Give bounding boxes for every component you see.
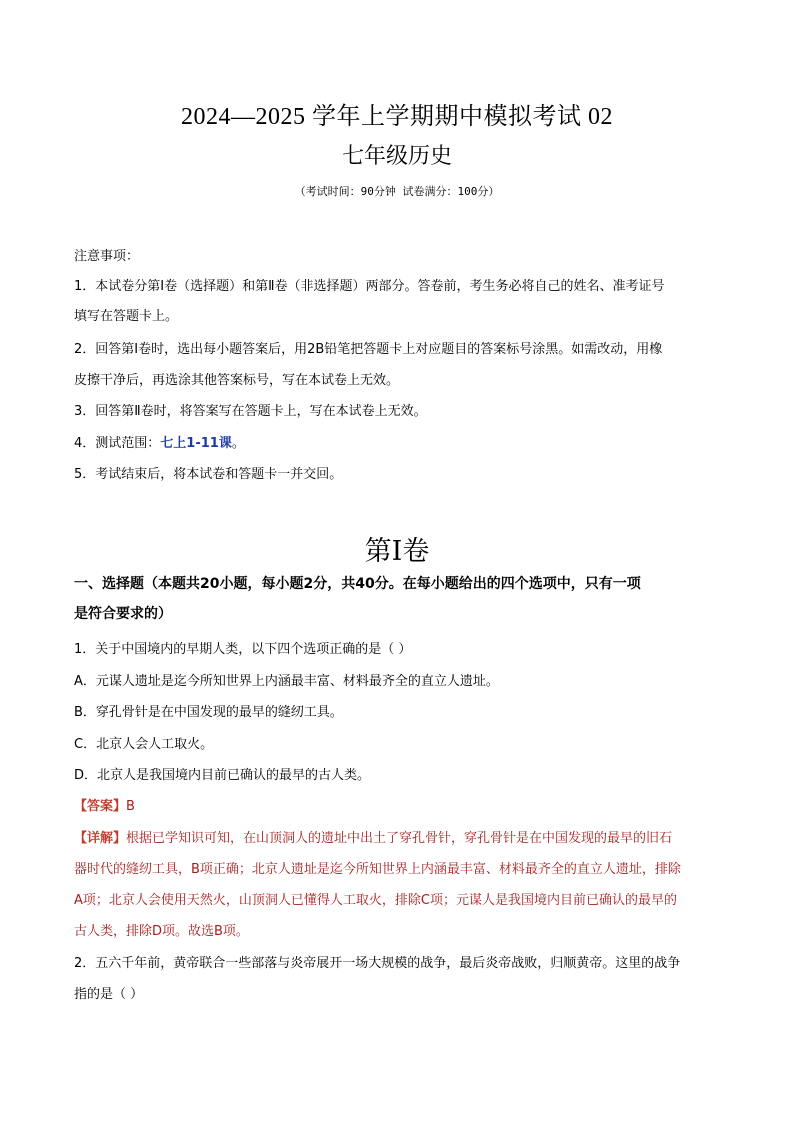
question-1-detail-line-2: 器时代的缝纫工具，B项正确；北京人遗址是迄今所知世界上内涵最丰富、材料最齐全的直立人遗址，排除 bbox=[74, 862, 681, 877]
detail-tag: 【详解】 bbox=[74, 831, 127, 846]
question-1-option-c: C．北京人会人工取火。 bbox=[74, 737, 214, 752]
section-instruction-line-2: 是符合要求的） bbox=[74, 606, 172, 622]
exam-info: （考试时间：90分钟 试卷满分：100分） bbox=[294, 185, 500, 198]
question-2-stem-line-1: 2．五六千年前，黄帝联合一些部落与炎帝展开一场大规模的战争，最后炎帝战败，归顺黄帝。这里的战争 bbox=[74, 956, 681, 971]
question-1-answer bbox=[74, 797, 724, 817]
notice-item-5: 5．考试结束后，将本试卷和答题卡一并交回。 bbox=[74, 467, 343, 482]
answer-tag: 【答案】 bbox=[74, 799, 127, 814]
question-1-option-d: D．北京人是我国境内目前已确认的最早的古人类。 bbox=[74, 768, 371, 783]
test-range: 七上1-11课 bbox=[160, 436, 232, 451]
section-title: 第Ⅰ卷 bbox=[364, 536, 430, 567]
question-2-stem-line-2: 指的是（ ） bbox=[74, 987, 144, 1002]
notice-item-1-line-2: 填写在答题卡上。 bbox=[74, 309, 179, 324]
question-1-detail-line-4: 古人类，排除D项。故选B项。 bbox=[74, 924, 249, 939]
question-1-detail-line-1 bbox=[74, 829, 724, 849]
question-1-detail-line-3: A项；北京人会使用天然火，山顶洞人已懂得人工取火，排除C项；元谋人是我国境内目前已确认的最早的 bbox=[74, 893, 677, 908]
question-1-option-a: A．元谋人遗址是迄今所知世界上内涵最丰富、材料最齐全的直立人遗址。 bbox=[74, 674, 499, 689]
notice-item-2-line-1: 2．回答第Ⅰ卷时，选出每小题答案后，用2B铅笔把答题卡上对应题目的答案标号涂黑。如需改动，用橡 bbox=[74, 342, 663, 357]
notice-item-1-line-1: 1．本试卷分第Ⅰ卷（选择题）和第Ⅱ卷（非选择题）两部分。答卷前，考生务必将自己的姓名、准考证号 bbox=[74, 279, 665, 294]
detail-text-1: 根据已学知识可知，在山顶洞人的遗址中出土了穿孔骨针，穿孔骨针是在中国发现的最早的旧石 bbox=[126, 831, 673, 846]
question-1-option-b: B．穿孔骨针是在中国发现的最早的缝纫工具。 bbox=[74, 705, 343, 720]
notice-item-4-prefix: 4．测试范围： bbox=[74, 436, 161, 451]
notice-item-4 bbox=[74, 434, 724, 454]
notice-item-3: 3．回答第Ⅱ卷时，将答案写在答题卡上，写在本试卷上无效。 bbox=[74, 404, 427, 419]
question-1-stem: 1．关于中国境内的早期人类，以下四个选项正确的是（ ） bbox=[74, 642, 412, 657]
notice-item-4-suffix: 。 bbox=[231, 436, 245, 451]
exam-title: 2024—2025 学年上学期期中模拟考试 02 bbox=[181, 104, 613, 130]
notice-item-2-line-2: 皮擦干净后，再选涂其他答案标号，写在本试卷上无效。 bbox=[74, 373, 400, 388]
notice-heading: 注意事项： bbox=[74, 249, 140, 264]
exam-subtitle: 七年级历史 bbox=[341, 144, 452, 169]
section-instruction-line-1: 一、选择题（本题共20小题，每小题2分，共40分。在每小题给出的四个选项中，只有一项 bbox=[74, 576, 641, 592]
answer-value: B bbox=[126, 799, 135, 814]
